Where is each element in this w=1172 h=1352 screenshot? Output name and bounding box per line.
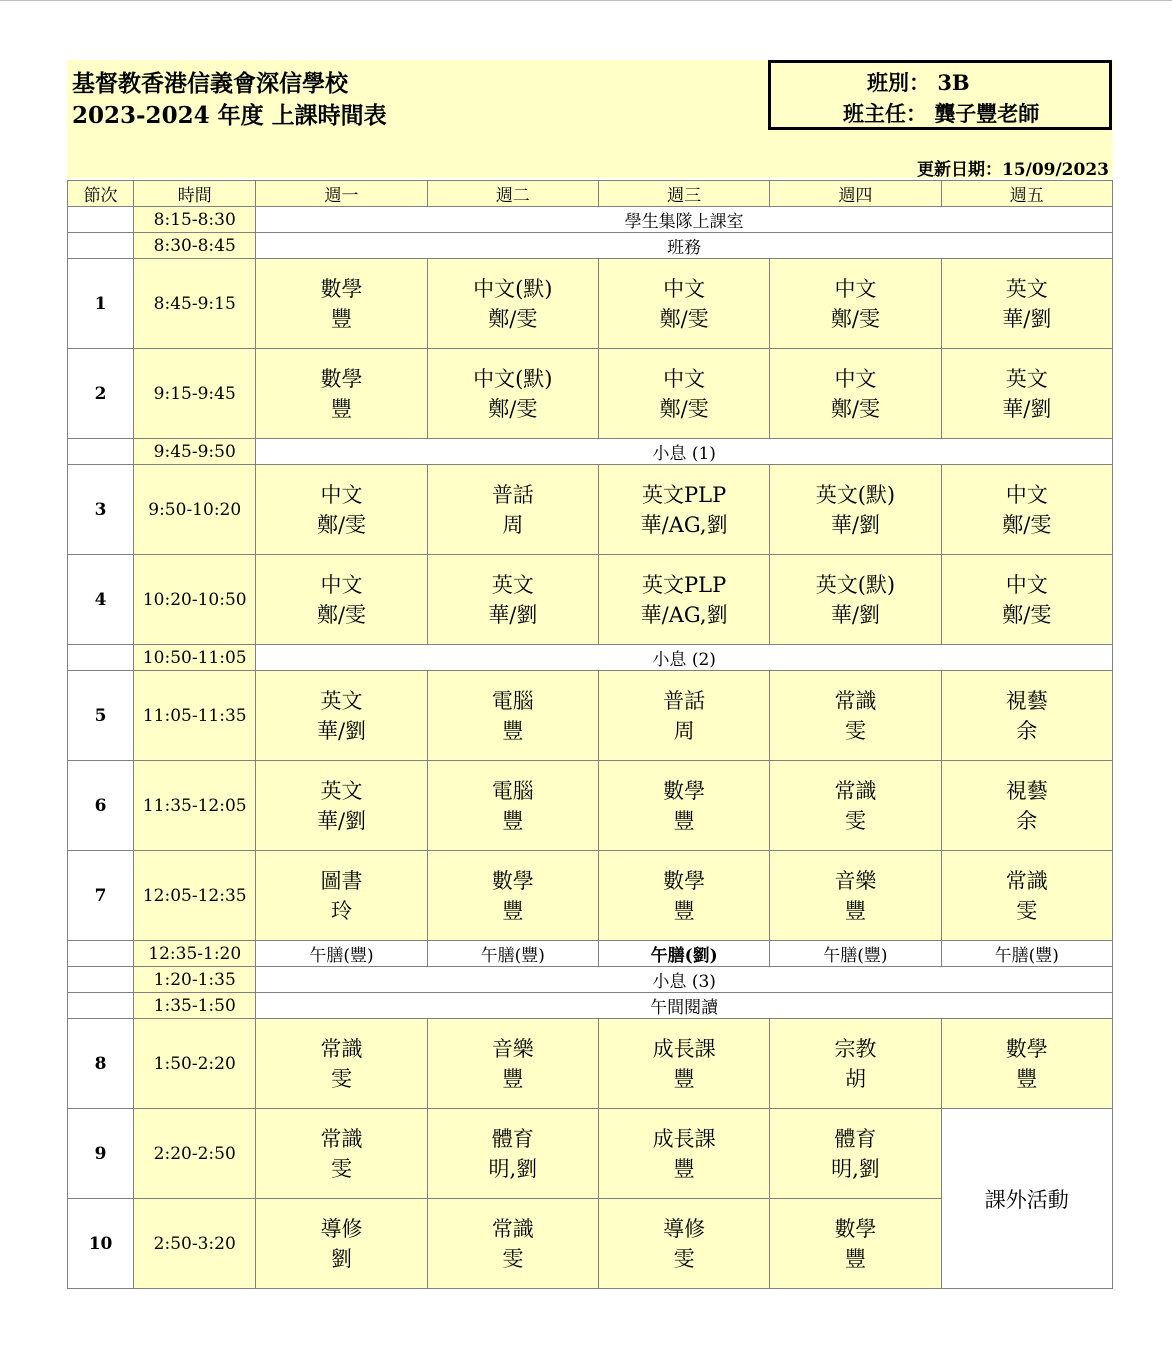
teacher-name: 鄭/雯 bbox=[830, 306, 880, 331]
teacher-name: 雯 bbox=[331, 1156, 352, 1181]
subject-name: 導修 bbox=[320, 1216, 363, 1241]
period-number: 9 bbox=[68, 1109, 134, 1199]
subject-name: 視藝 bbox=[1005, 688, 1048, 713]
period-cell-empty bbox=[68, 233, 134, 259]
subject-name: 常識 bbox=[320, 1036, 363, 1061]
subject-name: 數學 bbox=[320, 276, 363, 301]
top-rule bbox=[0, 0, 1172, 1]
subject-name: 英文 bbox=[320, 688, 363, 713]
time-cell: 1:50-2:20 bbox=[134, 1019, 256, 1109]
teacher-name: 周 bbox=[502, 512, 524, 537]
subject-name: 中文 bbox=[320, 482, 363, 507]
period-cell-empty bbox=[68, 439, 134, 465]
update-value: 15/09/2023 bbox=[1001, 160, 1109, 180]
time-cell: 2:20-2:50 bbox=[134, 1109, 256, 1199]
subject-cell bbox=[598, 851, 769, 941]
teacher-name: 華/劉 bbox=[488, 602, 538, 627]
teacher-name: 華/劉 bbox=[830, 512, 880, 537]
teacher-name: 華/劉 bbox=[316, 718, 367, 743]
update-label: 更新日期： bbox=[916, 160, 1002, 180]
subject-cell bbox=[598, 555, 769, 645]
teacher-label: 班主任： bbox=[843, 101, 927, 126]
lunch-cell: 午膳(豐) bbox=[770, 941, 941, 967]
subject-name: 英文 bbox=[1005, 276, 1048, 301]
subject-cell bbox=[427, 1109, 598, 1199]
subject-cell bbox=[598, 259, 769, 349]
subject-name: 數學 bbox=[320, 366, 363, 391]
subject-cell bbox=[770, 1199, 941, 1289]
subject-name: 中文 bbox=[320, 572, 363, 597]
subject-cell bbox=[770, 349, 941, 439]
subject-cell bbox=[941, 259, 1112, 349]
header-row bbox=[68, 181, 1113, 207]
subject-cell bbox=[427, 259, 598, 349]
lunch-cell: 午膳(劉) bbox=[598, 941, 769, 967]
teacher-name: 胡 bbox=[844, 1066, 866, 1091]
period-cell-empty bbox=[68, 993, 134, 1019]
teacher-name: 豐 bbox=[331, 396, 352, 421]
time-cell: 8:30-8:45 bbox=[134, 233, 256, 259]
subject-cell bbox=[770, 761, 941, 851]
teacher-name: 豐 bbox=[502, 1066, 524, 1091]
teacher-name: 劉 bbox=[331, 1246, 352, 1271]
subject-name: 普話 bbox=[491, 482, 534, 507]
lunch-cell: 午膳(豐) bbox=[427, 941, 598, 967]
teacher-name: 豐 bbox=[673, 1156, 695, 1181]
subject-cell bbox=[941, 1019, 1112, 1109]
teacher-name: 雯 bbox=[844, 808, 866, 833]
row-period-p9 bbox=[68, 1109, 1113, 1199]
time-cell: 2:50-3:20 bbox=[134, 1199, 256, 1289]
subject-name: 英文 bbox=[1005, 366, 1048, 391]
period-number: 5 bbox=[68, 671, 134, 761]
teacher-name: 雯 bbox=[331, 1066, 352, 1091]
subject-name: 數學 bbox=[834, 1216, 877, 1241]
period-number: 6 bbox=[68, 761, 134, 851]
period-cell-empty bbox=[68, 645, 134, 671]
time-cell: 11:35-12:05 bbox=[134, 761, 256, 851]
subject-name: 音樂 bbox=[491, 1036, 534, 1061]
subject-cell bbox=[256, 1199, 427, 1289]
row-reading bbox=[68, 993, 1113, 1019]
teacher-name: 鄭/雯 bbox=[659, 306, 709, 331]
time-cell: 9:15-9:45 bbox=[134, 349, 256, 439]
period-number: 3 bbox=[68, 465, 134, 555]
teacher-name: 豐 bbox=[844, 1246, 866, 1271]
subject-cell bbox=[770, 1109, 941, 1199]
teacher-name: 豐 bbox=[502, 718, 524, 743]
subject-name: 常識 bbox=[834, 778, 877, 803]
row-period-p4 bbox=[68, 555, 1113, 645]
column-header: 週三 bbox=[598, 181, 769, 207]
teacher-name: 華/劉 bbox=[1002, 396, 1052, 421]
period-number: 10 bbox=[68, 1199, 134, 1289]
time-cell: 12:05-12:35 bbox=[134, 851, 256, 941]
subject-name: 普話 bbox=[663, 688, 706, 713]
subject-cell bbox=[256, 761, 427, 851]
subject-name: 英文 bbox=[320, 778, 363, 803]
time-cell: 1:20-1:35 bbox=[134, 967, 256, 993]
subject-cell bbox=[427, 1199, 598, 1289]
teacher-name: 鄭/雯 bbox=[830, 396, 880, 421]
subject-name: 中文 bbox=[834, 276, 877, 301]
period-number: 8 bbox=[68, 1019, 134, 1109]
subject-name: 電腦 bbox=[491, 688, 534, 713]
subject-cell bbox=[256, 1109, 427, 1199]
lunch-cell: 午膳(豐) bbox=[256, 941, 427, 967]
subject-cell bbox=[941, 349, 1112, 439]
subject-cell bbox=[598, 1019, 769, 1109]
subject-name: 英文PLP bbox=[642, 482, 727, 507]
teacher-name: 明,劉 bbox=[488, 1156, 538, 1181]
spanning-activity: 午間閱讀 bbox=[256, 993, 1113, 1019]
row-b3 bbox=[68, 967, 1113, 993]
time-cell: 9:50-10:20 bbox=[134, 465, 256, 555]
row-lunch bbox=[68, 941, 1113, 967]
teacher-name: 華/劉 bbox=[830, 602, 880, 627]
timetable-title: 2023-2024 年度 上課時間表 bbox=[72, 102, 387, 129]
subject-cell bbox=[770, 1019, 941, 1109]
teacher-name: 豐 bbox=[1016, 1066, 1038, 1091]
subject-name: 視藝 bbox=[1005, 778, 1048, 803]
spanning-activity: 小息 (3) bbox=[256, 967, 1113, 993]
class-line bbox=[867, 67, 970, 97]
subject-cell bbox=[598, 761, 769, 851]
subject-name: 英文PLP bbox=[642, 572, 727, 597]
subject-cell bbox=[770, 555, 941, 645]
period-number: 1 bbox=[68, 259, 134, 349]
subject-name: 導修 bbox=[663, 1216, 706, 1241]
period-number: 7 bbox=[68, 851, 134, 941]
class-value: 3B bbox=[937, 70, 970, 95]
teacher-name: 鄭/雯 bbox=[1002, 512, 1052, 537]
row-period-p2 bbox=[68, 349, 1113, 439]
teacher-name: 雯 bbox=[844, 718, 866, 743]
spanning-activity: 小息 (2) bbox=[256, 645, 1113, 671]
teacher-name: 余 bbox=[1016, 808, 1038, 833]
period-number: 4 bbox=[68, 555, 134, 645]
subject-name: 英文 bbox=[491, 572, 534, 597]
teacher-name: 豐 bbox=[673, 808, 695, 833]
class-label: 班別： bbox=[867, 70, 930, 95]
subject-cell bbox=[427, 465, 598, 555]
row-b2 bbox=[68, 645, 1113, 671]
time-cell: 10:20-10:50 bbox=[134, 555, 256, 645]
column-header: 週五 bbox=[941, 181, 1112, 207]
subject-name: 中文 bbox=[1005, 482, 1048, 507]
timetable-header bbox=[67, 60, 1113, 178]
teacher-name: 鄭/雯 bbox=[488, 396, 538, 421]
teacher-name: 余 bbox=[1016, 718, 1038, 743]
subject-cell bbox=[941, 761, 1112, 851]
teacher-name: 豐 bbox=[502, 808, 524, 833]
teacher-name: 鄭/雯 bbox=[488, 306, 538, 331]
time-cell: 10:50-11:05 bbox=[134, 645, 256, 671]
row-period-p5 bbox=[68, 671, 1113, 761]
subject-cell bbox=[256, 1019, 427, 1109]
row-r815 bbox=[68, 207, 1113, 233]
column-header: 節次 bbox=[68, 181, 134, 207]
subject-cell bbox=[256, 465, 427, 555]
class-info-box bbox=[768, 60, 1112, 130]
subject-cell bbox=[427, 349, 598, 439]
teacher-name: 豐 bbox=[673, 1066, 695, 1091]
subject-name: 常識 bbox=[1005, 868, 1048, 893]
subject-name: 常識 bbox=[320, 1126, 363, 1151]
subject-name: 中文(默) bbox=[473, 276, 553, 301]
subject-name: 體育 bbox=[491, 1126, 534, 1151]
row-period-p8 bbox=[68, 1019, 1113, 1109]
spanning-activity: 小息 (1) bbox=[256, 439, 1113, 465]
subject-name: 圖書 bbox=[320, 868, 363, 893]
school-name: 基督教香港信義會深信學校 bbox=[72, 70, 348, 97]
subject-cell bbox=[941, 851, 1112, 941]
teacher-name: 周 bbox=[673, 718, 695, 743]
column-header: 時間 bbox=[134, 181, 256, 207]
teacher-name: 玲 bbox=[331, 898, 352, 923]
lunch-cell: 午膳(豐) bbox=[941, 941, 1112, 967]
teacher-line bbox=[843, 98, 1039, 128]
subject-name: 音樂 bbox=[834, 868, 877, 893]
time-cell: 12:35-1:20 bbox=[134, 941, 256, 967]
subject-name: 中文(默) bbox=[473, 366, 553, 391]
subject-name: 數學 bbox=[1005, 1036, 1048, 1061]
subject-cell bbox=[256, 349, 427, 439]
subject-name: 中文 bbox=[834, 366, 877, 391]
teacher-name: 豐 bbox=[844, 898, 866, 923]
subject-cell bbox=[598, 349, 769, 439]
period-number: 2 bbox=[68, 349, 134, 439]
teacher-name: 豐 bbox=[673, 898, 695, 923]
subject-cell bbox=[598, 671, 769, 761]
spanning-activity: 學生集隊上課室 bbox=[256, 207, 1113, 233]
subject-name: 英文(默) bbox=[815, 482, 896, 507]
column-header: 週四 bbox=[770, 181, 941, 207]
subject-cell bbox=[770, 465, 941, 555]
subject-cell bbox=[941, 465, 1112, 555]
subject-name: 數學 bbox=[663, 868, 706, 893]
teacher-name: 鄭/雯 bbox=[659, 396, 709, 421]
subject-cell bbox=[256, 555, 427, 645]
subject-name: 成長課 bbox=[652, 1126, 716, 1151]
teacher-name: 豐 bbox=[502, 898, 524, 923]
teacher-name: 華/劉 bbox=[1002, 306, 1052, 331]
subject-cell bbox=[427, 555, 598, 645]
teacher-name: 華/劉 bbox=[316, 808, 367, 833]
row-period-p7 bbox=[68, 851, 1113, 941]
extra-activity-cell: 課外活動 bbox=[941, 1109, 1112, 1289]
row-period-p3 bbox=[68, 465, 1113, 555]
time-cell: 1:35-1:50 bbox=[134, 993, 256, 1019]
row-period-p6 bbox=[68, 761, 1113, 851]
subject-name: 成長課 bbox=[652, 1036, 716, 1061]
teacher-name: 鄭/雯 bbox=[316, 602, 367, 627]
column-header: 週一 bbox=[256, 181, 427, 207]
teacher-name: 鄭/雯 bbox=[316, 512, 367, 537]
subject-cell bbox=[770, 671, 941, 761]
subject-cell bbox=[427, 851, 598, 941]
teacher-name: 華/AG,劉 bbox=[640, 602, 728, 627]
subject-cell bbox=[598, 1109, 769, 1199]
update-date bbox=[917, 155, 1109, 180]
subject-cell bbox=[770, 851, 941, 941]
subject-name: 體育 bbox=[834, 1126, 877, 1151]
subject-cell bbox=[427, 1019, 598, 1109]
row-period-p1 bbox=[68, 259, 1113, 349]
timetable bbox=[67, 180, 1113, 1289]
subject-cell bbox=[941, 671, 1112, 761]
subject-name: 中文 bbox=[1005, 572, 1048, 597]
subject-name: 英文(默) bbox=[815, 572, 896, 597]
period-cell-empty bbox=[68, 967, 134, 993]
subject-cell bbox=[427, 761, 598, 851]
time-cell: 8:45-9:15 bbox=[134, 259, 256, 349]
subject-cell bbox=[427, 671, 598, 761]
time-cell: 8:15-8:30 bbox=[134, 207, 256, 233]
subject-cell bbox=[256, 671, 427, 761]
subject-cell bbox=[256, 851, 427, 941]
subject-name: 中文 bbox=[663, 366, 706, 391]
subject-cell bbox=[598, 1199, 769, 1289]
subject-name: 電腦 bbox=[491, 778, 534, 803]
period-cell-empty bbox=[68, 941, 134, 967]
teacher-name: 雯 bbox=[502, 1246, 524, 1271]
time-cell: 11:05-11:35 bbox=[134, 671, 256, 761]
subject-cell bbox=[941, 555, 1112, 645]
subject-name: 中文 bbox=[663, 276, 706, 301]
teacher-name: 豐 bbox=[331, 306, 352, 331]
teacher-value: 龔子豐老師 bbox=[934, 101, 1040, 126]
subject-name: 常識 bbox=[491, 1216, 534, 1241]
teacher-name: 雯 bbox=[1016, 898, 1038, 923]
row-b1 bbox=[68, 439, 1113, 465]
subject-cell bbox=[770, 259, 941, 349]
period-cell-empty bbox=[68, 207, 134, 233]
time-cell: 9:45-9:50 bbox=[134, 439, 256, 465]
teacher-name: 鄭/雯 bbox=[1002, 602, 1052, 627]
subject-name: 數學 bbox=[491, 868, 534, 893]
subject-name: 宗教 bbox=[834, 1036, 877, 1061]
subject-name: 常識 bbox=[834, 688, 877, 713]
teacher-name: 華/AG,劉 bbox=[640, 512, 728, 537]
row-r830 bbox=[68, 233, 1113, 259]
column-header: 週二 bbox=[427, 181, 598, 207]
subject-name: 數學 bbox=[663, 778, 706, 803]
subject-cell bbox=[598, 465, 769, 555]
spanning-activity: 班務 bbox=[256, 233, 1113, 259]
teacher-name: 雯 bbox=[673, 1246, 695, 1271]
teacher-name: 明,劉 bbox=[831, 1156, 880, 1181]
subject-cell bbox=[256, 259, 427, 349]
